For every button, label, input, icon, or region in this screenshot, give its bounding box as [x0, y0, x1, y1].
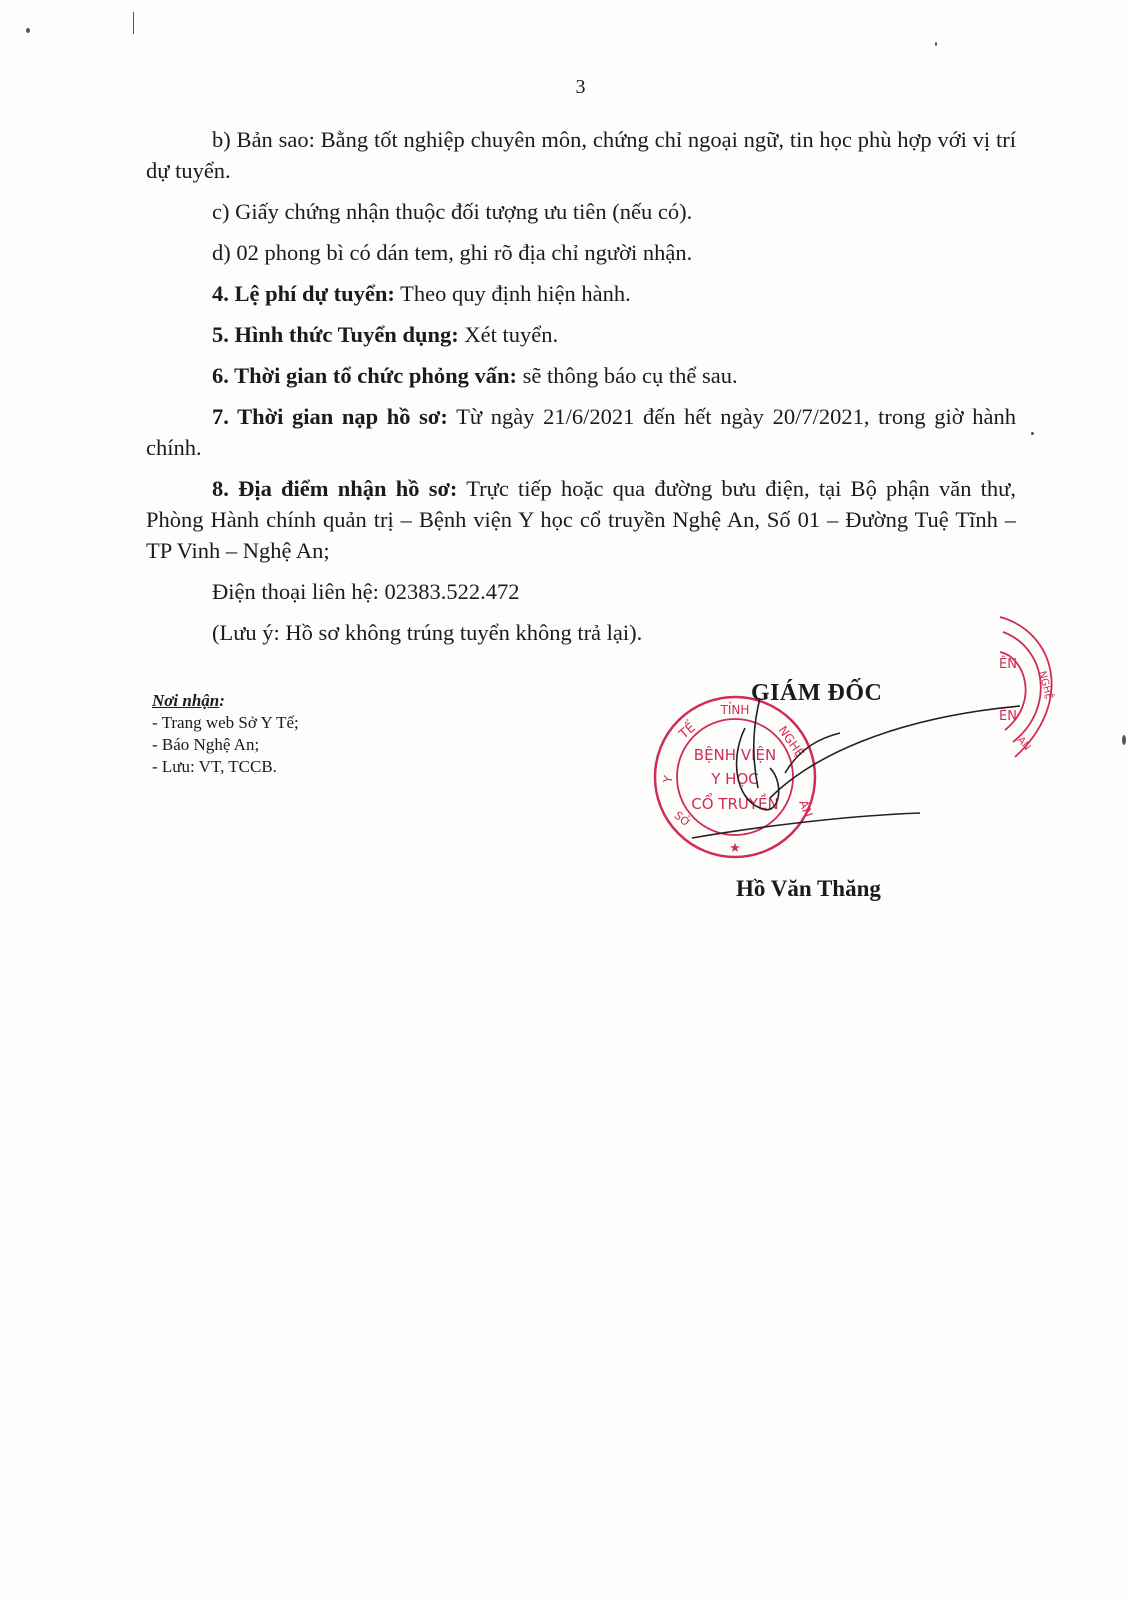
recipient-item: - Báo Nghệ An; — [152, 735, 260, 754]
section-6-label: 6. Thời gian tổ chức phỏng vấn: — [212, 363, 517, 388]
paragraph-c: c) Giấy chứng nhận thuộc đối tượng ưu tiên (nếu có). — [212, 199, 693, 224]
section-8 — [146, 473, 1016, 566]
signature-title: GIÁM ĐỐC — [751, 680, 883, 706]
svg-text:Y HỌC: Y HỌC — [711, 770, 759, 788]
svg-text:NGHỆ: NGHỆ — [775, 723, 808, 761]
recipients-title: Nơi nhận: — [152, 691, 225, 710]
section-7-label: 7. Thời gian nạp hồ sơ: — [212, 404, 448, 429]
svg-text:TẾ: TẾ — [676, 720, 699, 743]
recipient-item: - Lưu: VT, TCCB. — [152, 757, 277, 776]
svg-text:SỞ: SỞ — [671, 808, 693, 830]
section-4 — [146, 278, 1016, 309]
document-body — [146, 124, 1016, 658]
section-6 — [146, 360, 1016, 391]
scan-speck — [1031, 432, 1034, 435]
section-7-text: Từ ngày 21/6/2021 đến hết ngày 20/7/2021, trong giờ hành chính. — [146, 404, 1016, 460]
section-8-label: 8. Địa điểm nhận hồ sơ: — [212, 476, 458, 501]
svg-text:ÊN: ÊN — [999, 709, 1017, 724]
contact-phone: Điện thoại liên hệ: 02383.522.472 — [212, 579, 520, 604]
section-7 — [146, 401, 1016, 463]
section-5 — [146, 319, 1016, 350]
scan-speck — [26, 28, 30, 33]
svg-text:BỆNH VIỆN: BỆNH VIỆN — [693, 746, 777, 764]
svg-text:AN: AN — [1014, 734, 1033, 753]
handwritten-signature — [690, 688, 1030, 868]
paragraph-d: d) 02 phong bì có dán tem, ghi rõ địa chỉ người nhận. — [212, 240, 693, 265]
svg-text:NGHỆ: NGHỆ — [1036, 669, 1055, 701]
scan-speck — [133, 12, 134, 34]
svg-text:TỈNH: TỈNH — [720, 703, 750, 717]
section-4-text: Theo quy định hiện hành. — [394, 281, 631, 306]
signer-name: Hồ Văn Thăng — [736, 876, 881, 901]
section-5-text: Xét tuyển. — [458, 322, 559, 347]
svg-text:Y: Y — [660, 774, 676, 785]
note: (Lưu ý: Hồ sơ không trúng tuyển không trả lại). — [212, 620, 643, 645]
svg-text:ÊN: ÊN — [999, 657, 1017, 672]
paragraph-b: b) Bản sao: Bằng tốt nghiệp chuyên môn, chứng chỉ ngoại ngữ, tin học phù hợp với vị trí dự tuyển. — [146, 127, 1016, 183]
svg-text:★: ★ — [729, 841, 741, 856]
section-8-text: Trực tiếp hoặc qua đường bưu điện, tại Bộ phận văn thư, Phòng Hành chính quản trị – Bệnh viện Y học cổ truyền Nghệ An, Số 01 – Đường Tuệ Tĩnh – TP Vinh – Nghệ An; — [146, 476, 1016, 563]
recipients-block — [152, 690, 472, 778]
section-6-text: sẽ thông báo cụ thể sau. — [517, 363, 738, 388]
scan-speck — [935, 42, 937, 46]
section-5-label: 5. Hình thức Tuyển dụng: — [212, 322, 459, 347]
svg-text:CỔ TRUYỀN: CỔ TRUYỀN — [691, 795, 779, 813]
recipient-item: - Trang web Sở Y Tế; — [152, 713, 299, 732]
svg-text:AN: AN — [796, 798, 816, 820]
section-4-label: 4. Lệ phí dự tuyển: — [212, 281, 395, 306]
scan-speck — [1122, 735, 1126, 745]
page-number: 3 — [575, 76, 586, 98]
